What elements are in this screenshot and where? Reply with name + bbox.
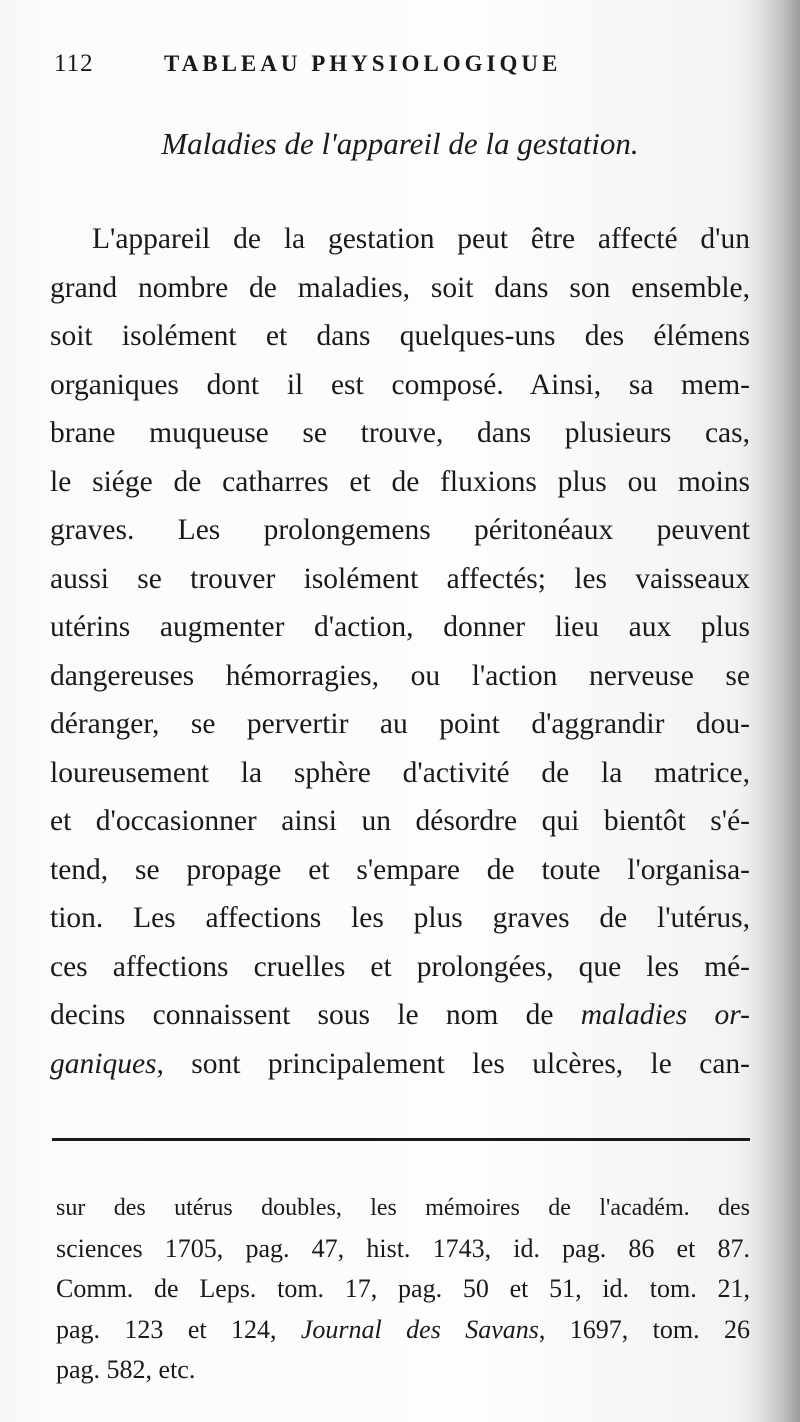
body-line: dangereuses hémorragies, ou l'action nerveuse se bbox=[50, 659, 750, 692]
page-edge-shadow bbox=[758, 0, 800, 1422]
running-title: TABLEAU PHYSIOLOGIQUE bbox=[164, 51, 562, 76]
section-title: Maladies de l'appareil de la gestation. bbox=[161, 126, 639, 161]
body-line-with-italic bbox=[50, 1040, 750, 1089]
italic-journal-title: Journal des Savans bbox=[300, 1314, 539, 1344]
footnote-text: pag. 123 et 124, bbox=[56, 1314, 301, 1344]
body-line: loureusement la sphère d'activité de la matrice, bbox=[50, 756, 750, 789]
body-text bbox=[50, 215, 750, 1088]
footnote-line-with-italic bbox=[56, 1310, 750, 1351]
body-line: graves. Les prolongemens péritonéaux peuvent bbox=[50, 514, 750, 546]
italic-term: ganiques bbox=[50, 1047, 157, 1080]
body-line: le siége de catharres et de fluxions plus ou moins bbox=[50, 465, 750, 498]
running-header bbox=[54, 44, 754, 84]
footnote-line: pag. 582, etc. bbox=[56, 1355, 196, 1384]
body-line: et d'occasionner ainsi un désordre qui bientôt s'é- bbox=[50, 805, 750, 837]
body-line: ces affections cruelles et prolongées, que les mé- bbox=[50, 950, 750, 983]
page-number: 112 bbox=[54, 50, 94, 77]
footnote-block bbox=[56, 1188, 750, 1391]
body-line: brane muqueuse se trouve, dans plusieurs cas, bbox=[50, 417, 750, 449]
body-line: tend, se propage et s'empare de toute l'organisa- bbox=[50, 853, 750, 886]
footnote-line: sciences 1705, pag. 47, hist. 1743, id. pag. 86 et 87. bbox=[56, 1233, 750, 1263]
italic-term: maladies or- bbox=[580, 999, 750, 1031]
footnote-rule bbox=[52, 1138, 750, 1141]
body-line: soit isolément et dans quelques-uns des élémens bbox=[50, 320, 750, 352]
body-line-text: decins connaissent sous le nom de bbox=[50, 999, 581, 1031]
body-line-text: , sont principalement les ulcères, le can- bbox=[156, 1047, 750, 1080]
body-line-with-italic bbox=[50, 991, 750, 1040]
body-line: L'appareil de la gestation peut être affecté d'un bbox=[92, 223, 750, 255]
footnote-line: sur des utérus doubles, les mémoires de l'académ. des bbox=[56, 1195, 750, 1221]
footnote-line: Comm. de Leps. tom. 17, pag. 50 et 51, id. tom. 21, bbox=[56, 1274, 750, 1303]
body-line: utérins augmenter d'action, donner lieu aux plus bbox=[50, 611, 750, 643]
body-line: organiques dont il est composé. Ainsi, sa mem- bbox=[50, 368, 750, 401]
body-line: aussi se trouver isolément affectés; les vaisseaux bbox=[50, 562, 750, 595]
footnote-text: , 1697, tom. 26 bbox=[538, 1314, 750, 1344]
body-line: tion. Les affections les plus graves de l'utérus, bbox=[50, 902, 750, 934]
body-line: grand nombre de maladies, soit dans son ensemble, bbox=[50, 271, 750, 304]
body-line: déranger, se pervertir au point d'aggrandir dou- bbox=[50, 708, 750, 740]
